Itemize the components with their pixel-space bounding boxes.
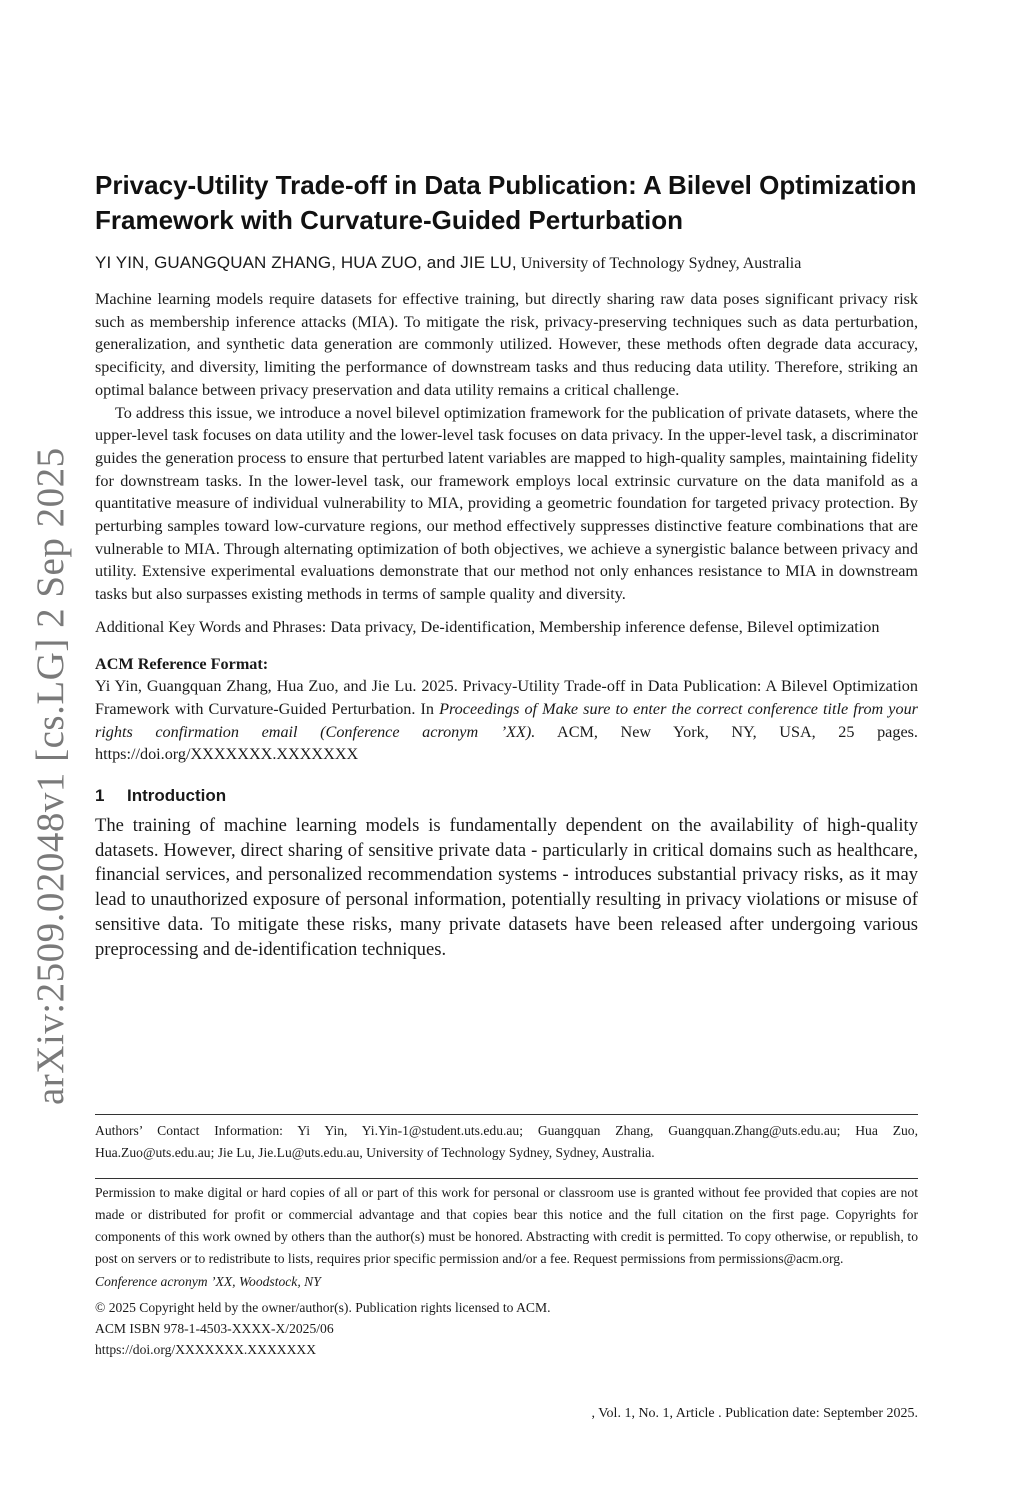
copyright-line: © 2025 Copyright held by the owner/author(s). Publication rights licensed to ACM.: [95, 1300, 551, 1315]
acm-reference-format: [95, 653, 918, 767]
copyright-lines: [95, 1297, 918, 1360]
author-names: YI YIN, GUANGQUAN ZHANG, HUA ZUO, and JIE LU,: [95, 253, 517, 272]
author-affiliation: University of Technology Sydney, Australia: [520, 255, 802, 272]
permission-divider: [95, 1178, 918, 1179]
footnote-divider: [95, 1114, 918, 1115]
acm-reference-tail: ACM, New York, NY, USA, 25 pages. https://doi.org/XXXXXXX.XXXXXXX: [95, 722, 918, 764]
section-heading-introduction: [95, 784, 918, 808]
acm-reference-venue: Proceedings of Make sure to enter the correct conference title from your rights confirmation email (Conference acronym ’XX).: [95, 699, 918, 741]
contact-footnote-block: [95, 1114, 918, 1164]
acm-reference-text: Yi Yin, Guangquan Zhang, Hua Zuo, and Jie Lu. 2025. Privacy-Utility Trade-off in Data Publication: A Bilevel Optimization Framework with Curvature-Guided Perturbation. In: [95, 677, 918, 718]
page-footer: , Vol. 1, No. 1, Article . Publication date: September 2025.: [591, 1406, 918, 1421]
abstract-paragraph-2: To address this issue, we introduce a novel bilevel optimization framework for the publication of private datasets, where the upper-level task focuses on data utility and the lower-level task focuses on data privacy. In the upper-level task, a discriminator guides the generation process to ensure that perturbed latent variables are mapped to high-quality samples, maintaining fidelity for downstream tasks. In the lower-level task, our framework employs local extrinsic curvature on the data manifold as a quantitative measure of individual vulnerability to MIA, providing a geometric foundation for targeted privacy protection. By perturbing samples toward low-curvature regions, our method effectively suppresses distinctive feature combinations that are vulnerable to MIA. Through alternating optimization of both objectives, we achieve a synergistic balance between privacy and utility. Extensive experimental evaluations demonstrate that our method not only enhances resistance to MIA in downstream tasks but also surpasses existing methods in terms of sample quality and diversity.: [95, 403, 918, 604]
section-title: Introduction: [127, 786, 227, 806]
paper-title: Privacy-Utility Trade-off in Data Publication: A Bilevel Optimization Framework with Curvature-Guided Perturbation: [95, 170, 917, 235]
arxiv-identifier: arXiv:2509.02048v1 [cs.LG] 2 Sep 2025: [29, 447, 72, 1105]
author-contact-info: Authors’ Contact Information: Yi Yin, Yi.Yin-1@student.uts.edu.au; Guangquan Zhang, Guangquan.Zhang@uts.edu.au; Hua Zuo, Hua.Zuo@uts.edu.au; Jie Lu, Jie.Lu@uts.edu.au, University of Technology Sydney, Sydney, Australia.: [95, 1123, 918, 1160]
isbn-line: ACM ISBN 978-1-4503-XXXX-X/2025/06: [95, 1321, 334, 1336]
introduction-paragraph: The training of machine learning models is fundamentally dependent on the availability of high-quality datasets. However, direct sharing of sensitive private data - particularly in critical domains such as healthcare, financial services, and personalized recommendation systems - introduces substantial privacy risks, as it may lead to unauthorized exposure of personal information, potentially resulting in privacy violations or misuse of sensitive data. To mitigate these risks, many private datasets have been released after undergoing various preprocessing and de-identification techniques.: [95, 815, 918, 960]
section-number: 1: [95, 786, 105, 806]
acm-reference-label: ACM Reference Format:: [95, 654, 269, 673]
author-line: [95, 252, 918, 275]
paper-first-page: [95, 168, 918, 962]
keywords: Additional Key Words and Phrases: Data privacy, De-identification, Membership inference defense, Bilevel optimization: [95, 617, 880, 636]
conference-line: Conference acronym ’XX, Woodstock, NY: [95, 1274, 321, 1289]
permission-notice: Permission to make digital or hard copies of all or part of this work for personal or classroom use is granted without fee provided that copies are not made or distributed for profit or commercial advantage and that copies bear this notice and the full citation on the first page. Copyrights for components of this work owned by others than the author(s) must be honored. Abstracting with credit is permitted. To copy otherwise, or republish, to post on servers or to redistribute to lists, requires prior specific permission and/or a fee. Request permissions from permissions@acm.org.: [95, 1185, 918, 1266]
abstract: [95, 288, 918, 606]
doi-line: https://doi.org/XXXXXXX.XXXXXXX: [95, 1342, 317, 1357]
abstract-paragraph-1: Machine learning models require datasets for effective training, but directly sharing raw data poses significant privacy risk such as membership inference attacks (MIA). To mitigate the risk, privacy-preserving techniques such as data perturbation, generalization, and synthetic data generation are commonly utilized. However, these methods often degrade data accuracy, specificity, and diversity, limiting the performance of downstream tasks and thus reducing data utility. Therefore, striking an optimal balance between privacy preservation and data utility remains a critical challenge.: [95, 290, 918, 399]
permission-footnote-block: [95, 1178, 918, 1360]
